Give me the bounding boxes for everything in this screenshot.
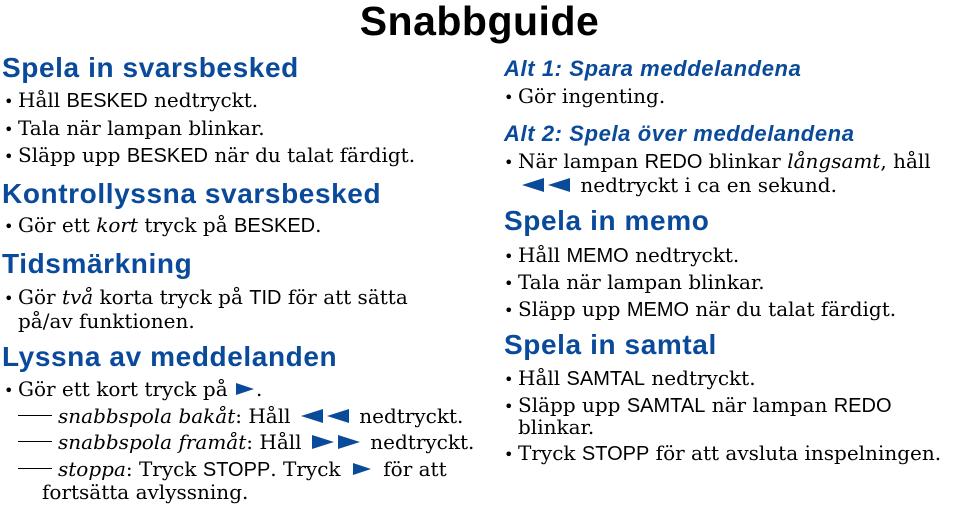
rewind-icon: [518, 177, 574, 193]
list-item: • Gör ett kort tryck på .: [4, 377, 263, 401]
list-item-rewind: snabbspola bakåt: Håll nedtryckt.: [18, 404, 463, 428]
list-item: • Släpp upp BESKED när du talat färdigt.: [4, 143, 416, 167]
section-heading-call: Spela in samtal: [504, 329, 717, 360]
section-heading-listen: Lyssna av meddelanden: [2, 341, 338, 372]
list-item: • Gör ett kort tryck på BESKED.: [4, 213, 322, 237]
list-item-stop: stoppa: Tryck STOPP. Tryck för att: [18, 457, 447, 482]
list-item: • Gör två korta tryck på TID för att sätta: [4, 285, 408, 309]
list-item: • Släpp upp MEMO när du talat färdigt.: [504, 297, 897, 321]
list-item-continuation: blinkar.: [518, 415, 595, 439]
list-item: • Håll SAMTAL nedtryckt.: [504, 366, 756, 390]
list-item: • Släpp upp SAMTAL när lampan REDO: [504, 393, 892, 417]
section-heading-alt2: Alt 2: Spela över meddelandena: [504, 121, 855, 146]
list-item: • När lampan REDO blinkar långsamt, håll: [504, 149, 931, 173]
list-item-continuation: nedtryckt i ca en sekund.: [518, 173, 837, 197]
rewind-icon: [297, 408, 353, 424]
list-item: • Håll BESKED nedtryckt.: [4, 88, 259, 112]
list-item-fast-forward: snabbspola framåt: Håll nedtryckt.: [18, 430, 474, 454]
fast-forward-icon: [308, 434, 364, 450]
play-icon: [234, 381, 256, 397]
play-icon: [347, 461, 377, 477]
list-item: • Tala när lampan blinkar.: [504, 270, 765, 294]
list-item: • Tala när lampan blinkar.: [4, 116, 265, 140]
list-item-continuation: på/av funktionen.: [18, 309, 195, 333]
section-heading-record-answer: Spela in svarsbesked: [2, 52, 299, 83]
section-heading-memo: Spela in memo: [504, 205, 710, 236]
list-item-continuation: fortsätta avlyssning.: [42, 480, 249, 504]
section-heading-alt1: Alt 1: Spara meddelandena: [504, 56, 802, 81]
section-heading-check-answer: Kontrollyssna svarsbesked: [2, 178, 382, 209]
list-item: • Tryck STOPP för att avsluta inspelningen.: [504, 441, 942, 465]
section-heading-timestamp: Tidsmärkning: [2, 248, 193, 279]
list-item: • Gör ingenting.: [504, 84, 666, 108]
list-item: • Håll MEMO nedtryckt.: [504, 243, 740, 267]
page-title: Snabbguide: [359, 0, 600, 44]
